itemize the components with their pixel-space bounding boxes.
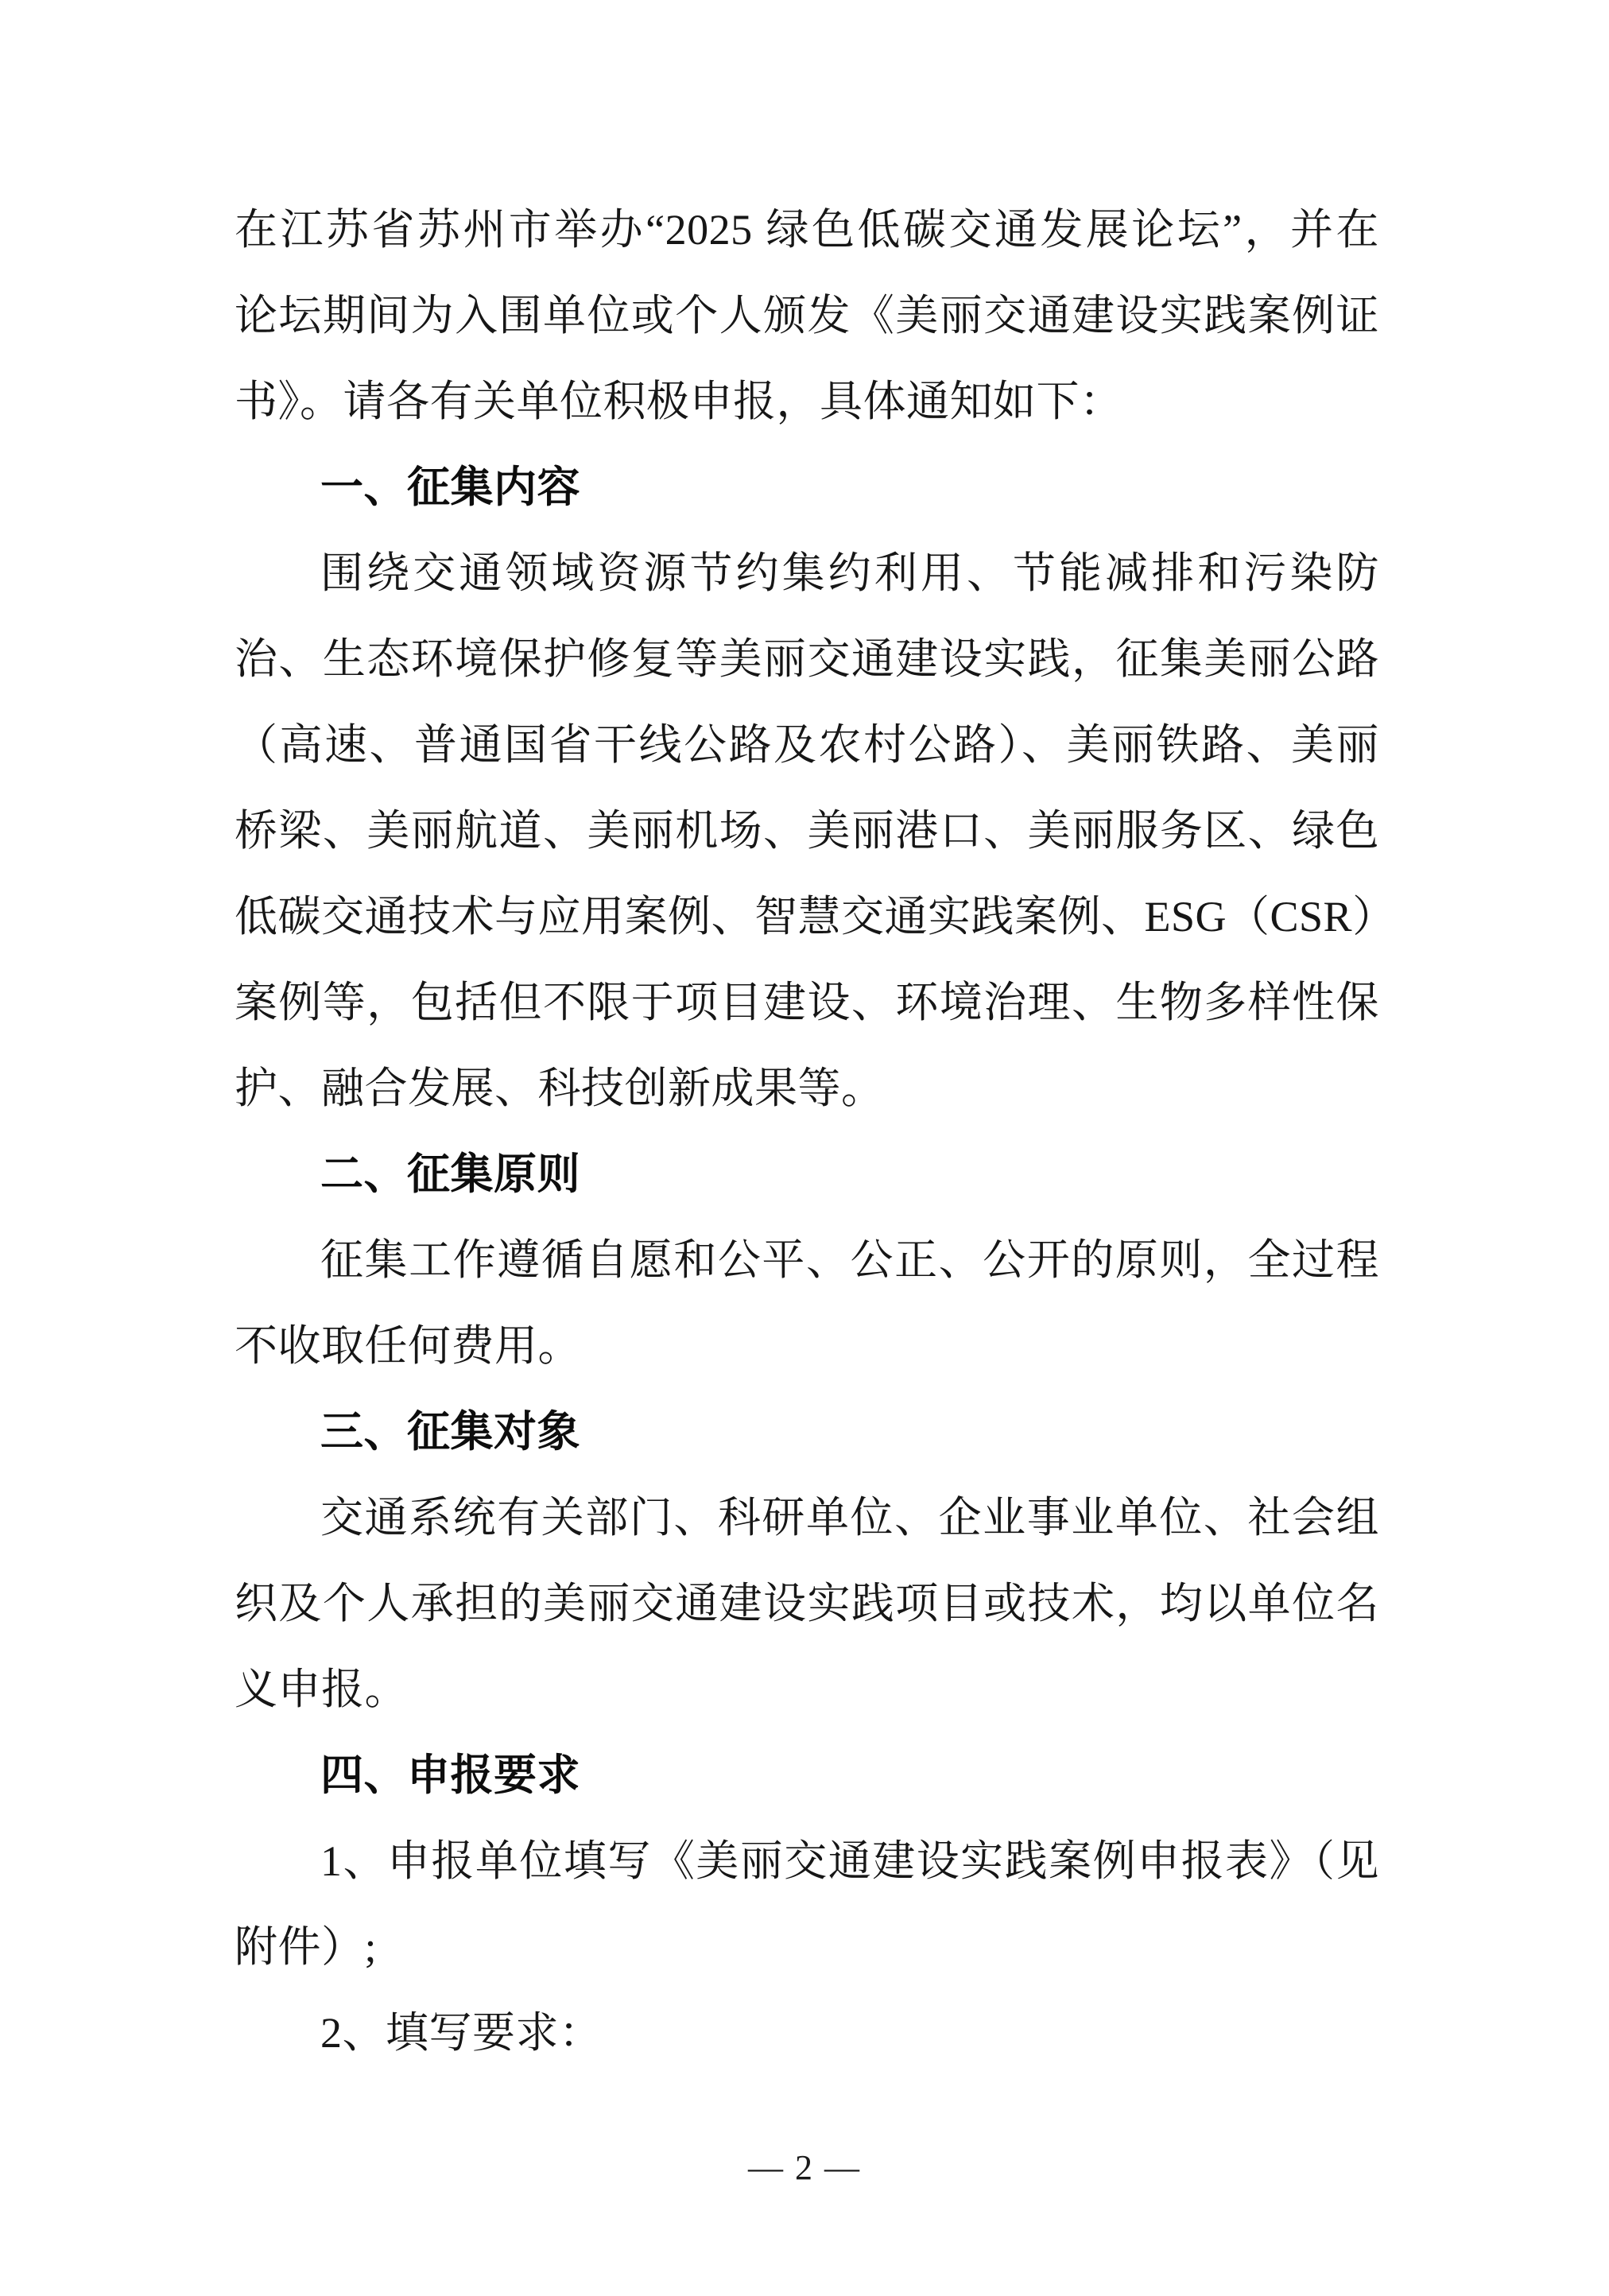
- section-heading-block: [235, 1389, 1379, 1475]
- text-line: 低碳交通技术与应用案例、智慧交通实践案例、ESG（CSR）: [235, 893, 1396, 941]
- section-heading-block: [235, 444, 1379, 530]
- paragraph-block: [235, 1818, 1379, 1990]
- text-line: 书》。请各有关单位积极申报，具体通知如下：: [235, 378, 1123, 425]
- paragraph-block: [235, 187, 1379, 444]
- section-heading: 一、征集内容: [320, 463, 580, 511]
- text-line: 桥梁、美丽航道、美丽机场、美丽港口、美丽服务区、绿色: [235, 807, 1379, 855]
- section-heading: 三、征集对象: [320, 1408, 580, 1456]
- page-number: — 2 —: [748, 2148, 861, 2187]
- text-line: 案例等，包括但不限于项目建设、环境治理、生物多样性保: [235, 979, 1379, 1026]
- text-line: 织及个人承担的美丽交通建设实践项目或技术，均以单位名: [235, 1580, 1379, 1627]
- section-heading-block: [235, 1732, 1379, 1818]
- paragraph-block: [235, 1990, 1379, 2076]
- section-heading-block: [235, 1131, 1379, 1217]
- paragraph-block: [235, 1217, 1379, 1389]
- text-line: 交通系统有关部门、科研单位、企业事业单位、社会组: [320, 1494, 1379, 1542]
- text-line: 围绕交通领域资源节约集约利用、节能减排和污染防: [320, 549, 1379, 597]
- text-line: 治、生态环境保护修复等美丽交通建设实践，征集美丽公路: [235, 635, 1379, 683]
- text-line: 在江苏省苏州市举办“2025 绿色低碳交通发展论坛”，并在: [235, 206, 1379, 254]
- text-line: 1、申报单位填写《美丽交通建设实践案例申报表》（见: [320, 1837, 1379, 1885]
- text-line: （高速、普通国省干线公路及农村公路）、美丽铁路、美丽: [235, 721, 1379, 769]
- text-line: 征集工作遵循自愿和公平、公正、公开的原则，全过程: [320, 1236, 1379, 1284]
- text-line: 2、填写要求：: [320, 2009, 603, 2057]
- text-line: 不收取任何费用。: [235, 1322, 581, 1370]
- text-line: 护、融合发展、科技创新成果等。: [235, 1065, 885, 1112]
- document-body: [235, 187, 1396, 2076]
- text-line: 论坛期间为入围单位或个人颁发《美丽交通建设实践案例证: [235, 292, 1379, 339]
- paragraph-block: [235, 530, 1396, 1131]
- paragraph-block: [235, 1475, 1379, 1732]
- text-line: 义申报。: [235, 1666, 408, 1713]
- section-heading: 四、申报要求: [320, 1751, 580, 1799]
- text-line: 附件）;: [235, 1923, 378, 1971]
- section-heading: 二、征集原则: [320, 1150, 580, 1198]
